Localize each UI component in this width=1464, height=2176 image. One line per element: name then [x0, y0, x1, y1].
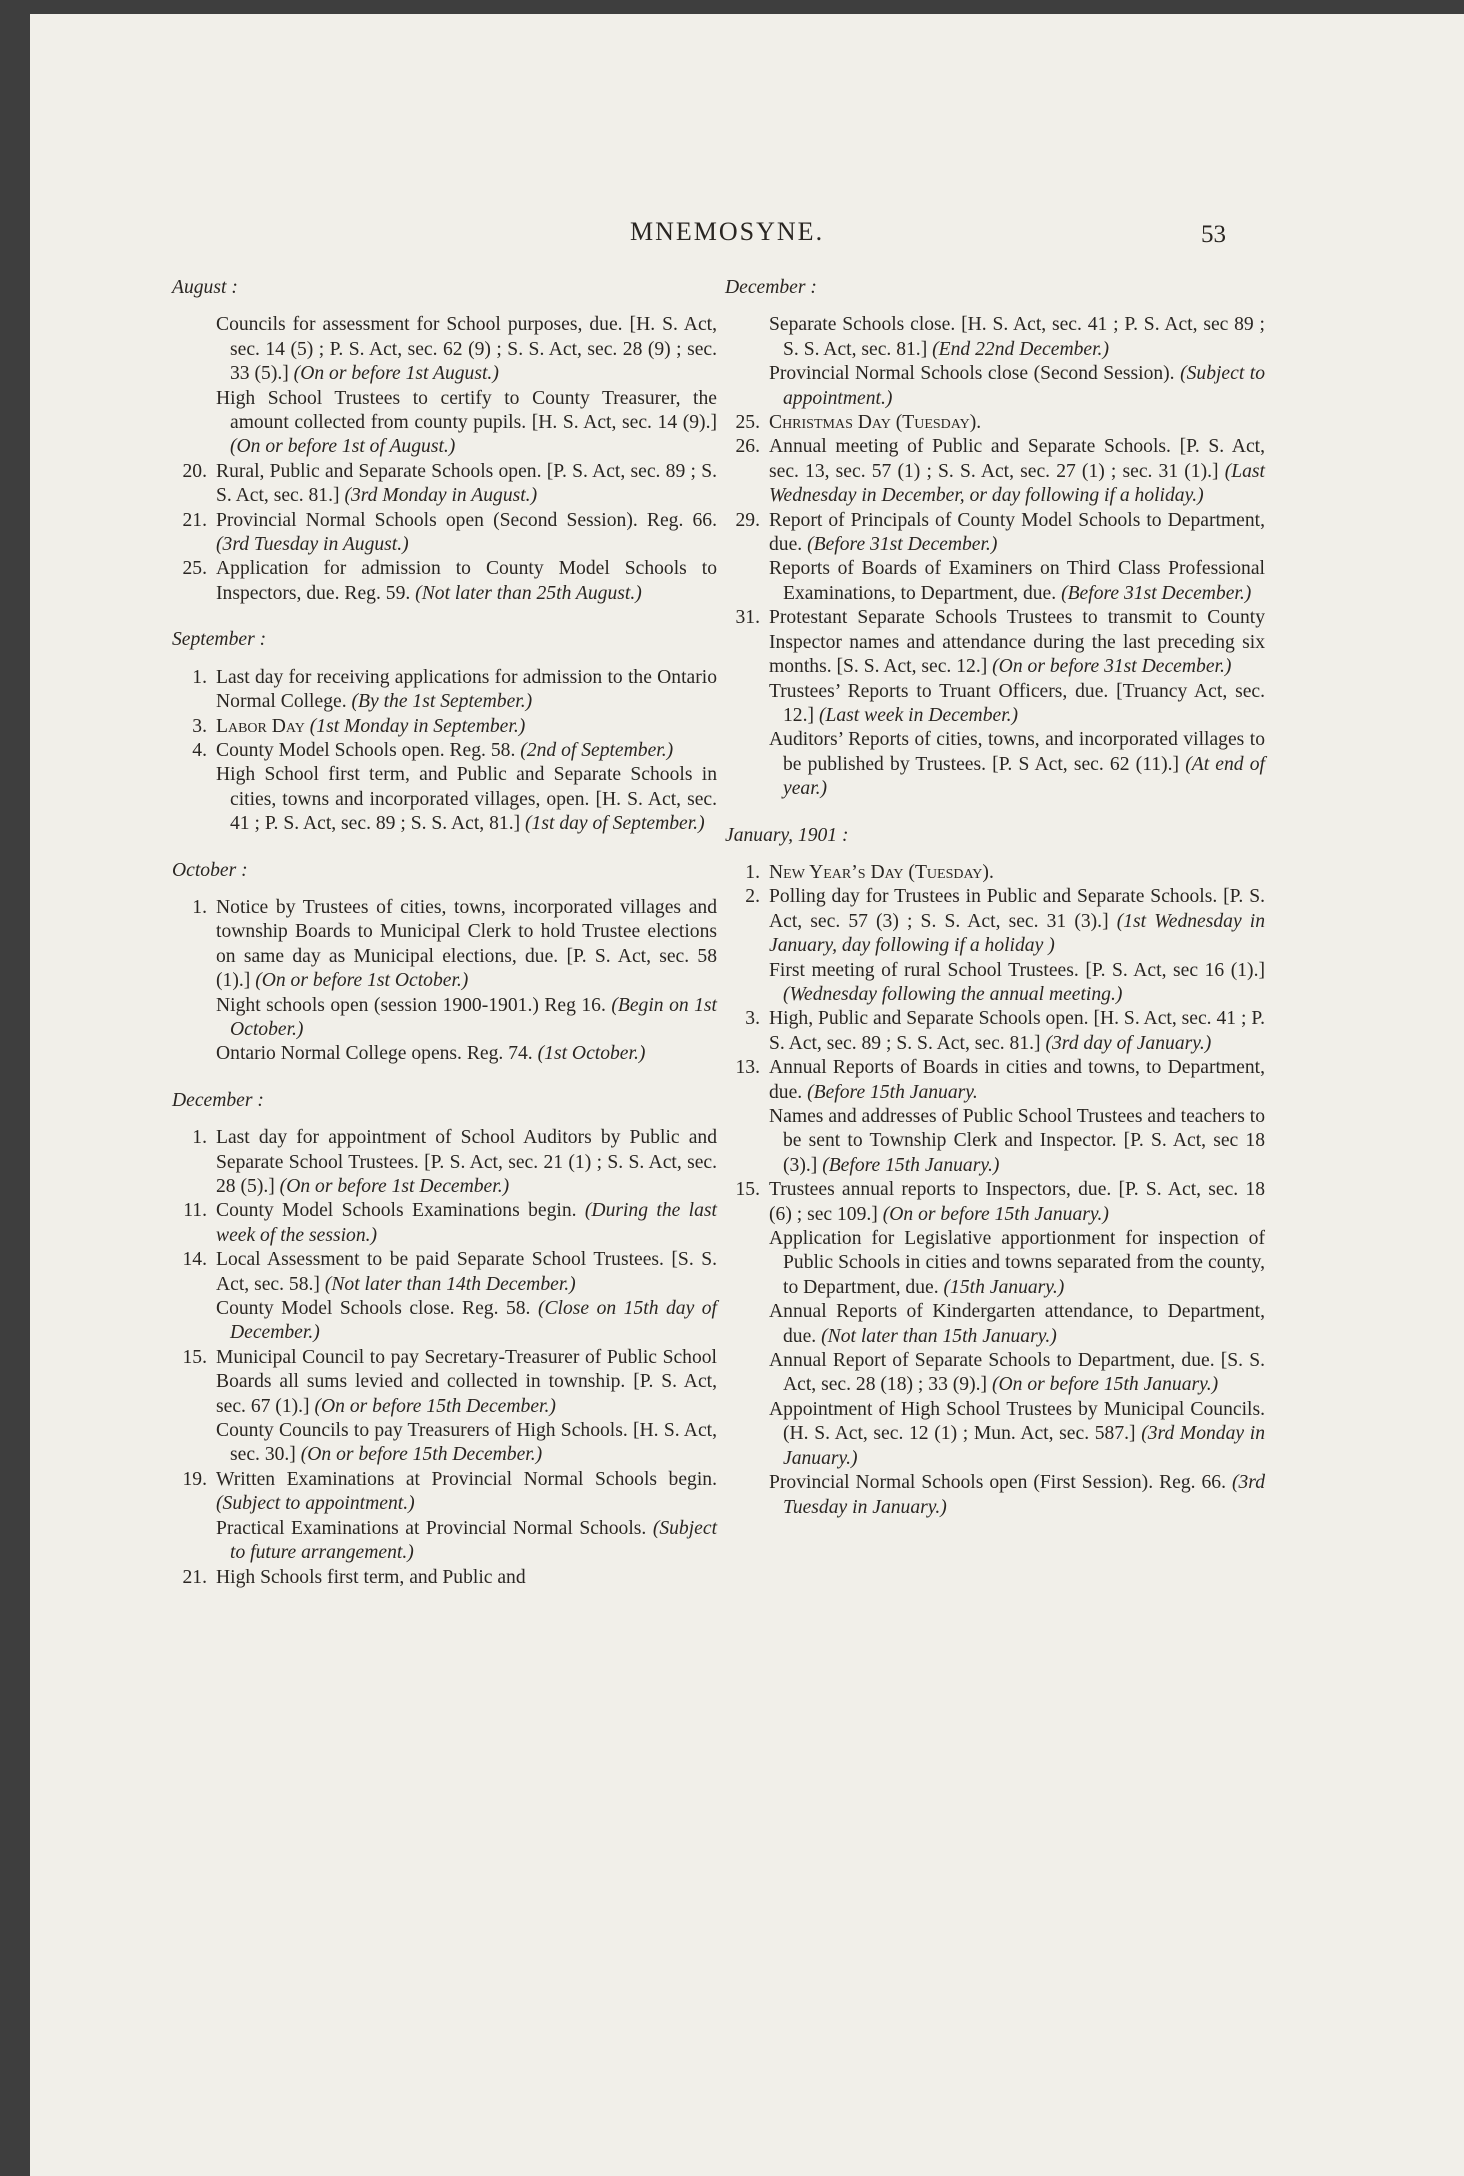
entry-date-note: (3rd Tuesday in January.) [783, 1472, 1265, 1518]
entry-text: Application for Legislative apportionment for inspection of Public Schools in cities and towns separated from the county, to Department, due. (15th January.) [769, 1228, 1265, 1298]
entry-day [172, 313, 216, 386]
entry-date-note: (Begin on 1st October.) [230, 994, 717, 1040]
section-heading: December : [172, 1089, 264, 1111]
entry-day [725, 1398, 769, 1471]
section-heading: August : [172, 277, 238, 298]
entry-text: High School Trustees to certify to County Treasurer, the amount collected from county pupils. [H. S. Act, sec. 14 (9).] (On or before 1st of August.) [216, 387, 717, 458]
left-column [172, 276, 717, 1590]
entry-day: 25. [182, 558, 207, 580]
entry-text: Annual Report of Separate Schools to Department, due. [S. S. Act, sec. 28 (18) ; 33 (9).] (On or before 15th January.) [769, 1350, 1265, 1396]
calendar-entry [172, 715, 717, 739]
entry-text: Trustees annual reports to Inspectors, due. [P. S. Act, sec. 18 (6) ; sec 109.] (On or before 15th January.) [769, 1179, 1265, 1225]
entry-text: Reports of Boards of Examiners on Third Class Professional Examinations, to Department, due. (Before 31st December.) [769, 558, 1265, 604]
entry-text: High Schools first term, and Public and [216, 1566, 526, 1588]
calendar-entry [725, 1300, 1265, 1349]
page [30, 14, 1464, 2176]
calendar-entry [172, 1517, 717, 1566]
entry-date-note: (Subject to appointment.) [783, 363, 1265, 409]
entry-date-note: (Not later than 25th August.) [415, 582, 642, 604]
entry-day [725, 959, 769, 1008]
calendar-entry [725, 861, 1265, 885]
entry-date-note: (Last week in December.) [818, 704, 1019, 726]
entry-text: County Councils to pay Treasurers of High Schools. [H. S. Act, sec. 30.] (On or before 15th December.) [216, 1420, 717, 1466]
entry-day [725, 1227, 769, 1300]
calendar-entry [725, 680, 1265, 729]
entry-text: Night schools open (session 1900-1901.) Reg 16. (Begin on 1st October.) [216, 994, 717, 1040]
entry-day [725, 1300, 769, 1349]
entry-day: 1. [192, 1127, 207, 1149]
entry-day: 15. [735, 1179, 760, 1201]
calendar-entry [172, 994, 717, 1043]
calendar-entry [725, 885, 1265, 958]
calendar-entry [172, 1126, 717, 1199]
entry-day [172, 387, 216, 460]
entry-date-note: (Before 31st December.) [807, 534, 998, 556]
entry-day [172, 1419, 216, 1468]
calendar-entry [725, 1227, 1265, 1300]
entry-text: Notice by Trustees of cities, towns, incorporated villages and township Boards to Municipal Clerk to hold Trustee elections on same day as Municipal elections, due. [P. S. Act, sec. 58 (1).] (On or before 1st October.) [216, 896, 717, 992]
calendar-entry [725, 728, 1265, 801]
entry-text: Practical Examinations at Provincial Normal Schools. (Subject to future arrangement.) [216, 1517, 718, 1564]
entry-day: 29. [735, 509, 760, 531]
calendar-entry [172, 896, 717, 994]
entry-date-note: (End 22nd December.) [932, 338, 1109, 360]
calendar-entry [172, 1248, 717, 1297]
calendar-entry [725, 1398, 1265, 1471]
calendar-entry [172, 1419, 717, 1468]
section-heading: January, 1901 : [725, 824, 849, 846]
entry-date-note: (3rd Tuesday in August.) [216, 534, 409, 556]
entry-day [172, 1297, 216, 1346]
calendar-entry [725, 1105, 1265, 1178]
calendar-entry [725, 1349, 1265, 1398]
calendar-entry [172, 460, 717, 509]
entry-date-note: (On or before 31st December.) [992, 656, 1232, 678]
entry-text: Provincial Normal Schools open (First Session). Reg. 66. (3rd Tuesday in January.) [769, 1472, 1265, 1518]
entry-text: Annual Reports of Boards in cities and towns, to Department, due. (Before 15th January. [769, 1057, 1265, 1103]
entry-date-note: (15th January.) [943, 1276, 1065, 1298]
calendar-entry [172, 313, 717, 386]
entry-date-note: (Subject to future arrangement.) [230, 1517, 718, 1564]
entry-text: Appointment of High School Trustees by Municipal Councils. (H. S. Act, sec. 12 (1) ; Mun. Act, sec. 587.] (3rd Monday in January.) [769, 1398, 1265, 1469]
calendar-entry [725, 1178, 1265, 1227]
calendar-entry [172, 1199, 717, 1248]
calendar-entry [172, 1468, 717, 1517]
calendar-entry [725, 411, 1265, 435]
entry-date-note: (Before 31st December.) [1061, 582, 1252, 604]
calendar-entry [172, 763, 717, 836]
entry-text: Ontario Normal College opens. Reg. 74. (1st October.) [216, 1043, 646, 1065]
entry-text: Application for admission to County Model Schools to Inspectors, due. Reg. 59. (Not later than 25th August.) [216, 558, 717, 604]
calendar-entry [172, 1042, 717, 1066]
entry-text: High, Public and Separate Schools open. [H. S. Act, sec. 41 ; P. S. Act, sec. 89 ; S. S. Act, sec. 81.] (3rd day of January.) [769, 1008, 1265, 1054]
entry-day [725, 728, 769, 801]
entry-date-note: (On or before 1st December.) [279, 1176, 510, 1197]
entry-text: Annual meeting of Public and Separate Schools. [P. S. Act, sec. 13, sec. 57 (1) ; S. S. Act, sec. 27 (1) ; sec. 31 (1).] (Last Wednesday in December, or day following if a holiday.) [769, 436, 1265, 507]
calendar-entry [725, 1056, 1265, 1105]
entry-text: First meeting of rural School Trustees. [P. S. Act, sec 16 (1).] (Wednesday following the annual meeting.) [769, 959, 1265, 1005]
entry-date-note: (3rd Monday in January.) [783, 1423, 1265, 1469]
entry-date-note: (Not later than 14th December.) [324, 1273, 576, 1295]
entry-date-note: (On or before 15th December.) [300, 1444, 543, 1466]
entry-day [725, 313, 769, 362]
entry-text: Provincial Normal Schools open (Second Session). Reg. 66. (3rd Tuesday in August.) [216, 509, 717, 556]
entry-date-note: (1st Wednesday in January, day following if a holiday ) [769, 910, 1265, 957]
calendar-entry [172, 557, 717, 606]
section-heading: October : [172, 859, 248, 881]
calendar-entry [725, 606, 1265, 679]
entry-date-note: (On or before 15th December.) [314, 1395, 556, 1417]
entry-day: 21. [182, 509, 207, 531]
calendar-entry [725, 1471, 1265, 1520]
entry-day: 20. [182, 460, 207, 482]
entry-date-note: (On or before 1st of August.) [230, 436, 456, 458]
entry-text: Last day for receiving applications for admission to the Ontario Normal College. (By the 1st September.) [216, 666, 717, 713]
entry-day: 3. [745, 1008, 760, 1030]
entry-day: 13. [735, 1057, 760, 1079]
calendar-entry [725, 313, 1265, 362]
entry-day: 11. [183, 1200, 207, 1222]
entry-date-note: (During the last week of the session.) [216, 1200, 717, 1246]
calendar-entry [172, 509, 717, 558]
entry-date-note: (On or before 1st August.) [293, 363, 499, 385]
entry-day: 2. [745, 886, 760, 908]
entry-text: County Model Schools open. Reg. 58. (2nd of September.) [216, 739, 674, 761]
calendar-entry [725, 959, 1265, 1008]
entry-text: County Model Schools Examinations begin. (During the last week of the session.) [216, 1200, 717, 1246]
entry-day: 14. [182, 1249, 207, 1271]
entry-day [725, 1349, 769, 1398]
entry-text: County Model Schools close. Reg. 58. (Close on 15th day of December.) [216, 1298, 717, 1344]
calendar-entry [172, 1297, 717, 1346]
entry-day [725, 362, 769, 411]
entry-text: Annual Reports of Kindergarten attendance, to Department, due. (Not later than 15th January.) [769, 1301, 1265, 1347]
entry-date-note: (By the 1st September.) [351, 691, 533, 713]
entry-text: Rural, Public and Separate Schools open. [P. S. Act, sec. 89 ; S. S. Act, sec. 81.] (3rd Monday in August.) [216, 460, 717, 507]
entry-day [172, 994, 216, 1043]
entry-date-note: (On or before 15th January.) [991, 1374, 1219, 1396]
entry-text: Christmas Day (Tuesday). [769, 412, 982, 434]
entry-day [172, 763, 216, 836]
entry-text: New Year’s Day (Tuesday). [769, 861, 994, 883]
entry-text: Protestant Separate Schools Trustees to transmit to County Inspector names and attendance during the last preceding six months. [S. S. Act, sec. 12.] (On or before 31st December.) [769, 607, 1265, 678]
entry-text: Polling day for Trustees in Public and Separate Schools. [P. S. Act, sec. 57 (3) ; S. S. Act, sec. 31 (3).] (1st Wednesday in January, day following if a holiday ) [769, 886, 1265, 957]
entry-day: 21. [182, 1566, 207, 1588]
entry-text: Provincial Normal Schools close (Second Session). (Subject to appointment.) [769, 363, 1265, 409]
entry-day [725, 1105, 769, 1178]
entry-date-note: (2nd of September.) [520, 739, 674, 761]
calendar-entry [172, 387, 717, 460]
calendar-entry [725, 1007, 1265, 1056]
entry-day: 3. [192, 715, 207, 737]
entry-day [725, 680, 769, 729]
entry-text: Auditors’ Reports of cities, towns, and incorporated villages to be published by Trustees. [P. S Act, sec. 62 (11).] (At end of year.) [769, 729, 1266, 800]
entry-date-note: (On or before 1st October.) [255, 970, 469, 992]
page-number: 53 [1201, 221, 1226, 248]
calendar-entry [172, 1346, 717, 1419]
entry-text: Labor Day (1st Monday in September.) [216, 715, 526, 737]
entry-date-note: (1st October.) [537, 1043, 646, 1065]
entry-date-note: (At end of year.) [783, 753, 1266, 800]
entry-day: 1. [745, 861, 760, 883]
entry-day: 4. [192, 739, 207, 761]
entry-day: 19. [182, 1468, 207, 1490]
entry-text: Last day for appointment of School Auditors by Public and Separate School Trustees. [P. S. Act, sec. 21 (1) ; S. S. Act, sec. 28 (5).] (On or before 1st December.) [216, 1127, 717, 1197]
entry-text: High School first term, and Public and Separate Schools in cities, towns and incorporated villages, open. [H. S. Act, sec. 41 ; P. S. Act, sec. 89 ; S. S. Act, 81.] (1st day of September.) [216, 764, 717, 835]
entry-date-note: (1st Monday in September.) [309, 715, 526, 737]
calendar-entry [172, 1566, 717, 1590]
calendar-entry [725, 557, 1265, 606]
entry-text: Report of Principals of County Model Schools to Department, due. (Before 31st December.) [769, 509, 1265, 556]
calendar-entry [172, 739, 717, 763]
entry-day: 31. [735, 607, 760, 629]
entry-day: 25. [735, 412, 760, 434]
entry-day [172, 1517, 216, 1566]
entry-day [725, 1471, 769, 1520]
calendar-entry [725, 509, 1265, 558]
running-title: MNEMOSYNE. [630, 217, 825, 246]
entry-date-note: (Last Wednesday in December, or day following if a holiday.) [769, 460, 1265, 507]
entry-date-note: (On or before 15th January.) [882, 1203, 1109, 1225]
entry-day [725, 557, 769, 606]
entry-text: Councils for assessment for School purposes, due. [H. S. Act, sec. 14 (5) ; P. S. Act, sec. 62 (9) ; S. S. Act, sec. 28 (9) ; sec. 33 (5).] (On or before 1st August.) [216, 314, 717, 385]
section-heading: September : [172, 629, 267, 651]
entry-day: 26. [735, 436, 760, 458]
entry-day: 15. [182, 1346, 207, 1368]
entry-date-note: (1st day of September.) [525, 813, 705, 835]
entry-date-note: (3rd Monday in August.) [344, 485, 538, 507]
calendar-entry [725, 362, 1265, 411]
entry-date-note: (Before 15th January. [807, 1081, 978, 1103]
entry-date-note: (Wednesday following the annual meeting.) [783, 983, 1123, 1005]
entry-date-note: (3rd day of January.) [1045, 1032, 1212, 1054]
page-header [30, 217, 1464, 253]
entry-date-note: (Subject to appointment.) [216, 1493, 415, 1515]
entry-text: Names and addresses of Public School Trustees and teachers to be sent to Township Clerk and Inspector. [P. S. Act, sec 18 (3).] (Before 15th January.) [769, 1106, 1265, 1176]
entry-date-note: (Before 15th January.) [822, 1154, 1000, 1176]
entry-date-note: (Close on 15th day of December.) [230, 1298, 717, 1344]
entry-date-note: (Not later than 15th January.) [821, 1325, 1057, 1347]
section-heading: December : [725, 277, 817, 298]
entry-text: Trustees’ Reports to Truant Officers, due. [Truancy Act, sec. 12.] (Last week in December.) [769, 680, 1265, 726]
entry-text: Written Examinations at Provincial Normal Schools begin. (Subject to appointment.) [216, 1468, 717, 1515]
entry-day: 1. [192, 896, 207, 918]
right-column [725, 276, 1265, 1520]
calendar-entry [172, 666, 717, 715]
calendar-entry [725, 435, 1265, 508]
entry-text: Separate Schools close. [H. S. Act, sec. 41 ; P. S. Act, sec 89 ; S. S. Act, sec. 81.] (End 22nd December.) [769, 314, 1265, 360]
entry-text: Municipal Council to pay Secretary-Treasurer of Public School Boards all sums levied and collected in township. [P. S. Act, sec. 67 (1).] (On or before 15th December.) [216, 1346, 717, 1417]
entry-day: 1. [192, 666, 207, 688]
entry-day [172, 1042, 216, 1066]
entry-text: Local Assessment to be paid Separate School Trustees. [S. S. Act, sec. 58.] (Not later than 14th December.) [216, 1249, 717, 1295]
